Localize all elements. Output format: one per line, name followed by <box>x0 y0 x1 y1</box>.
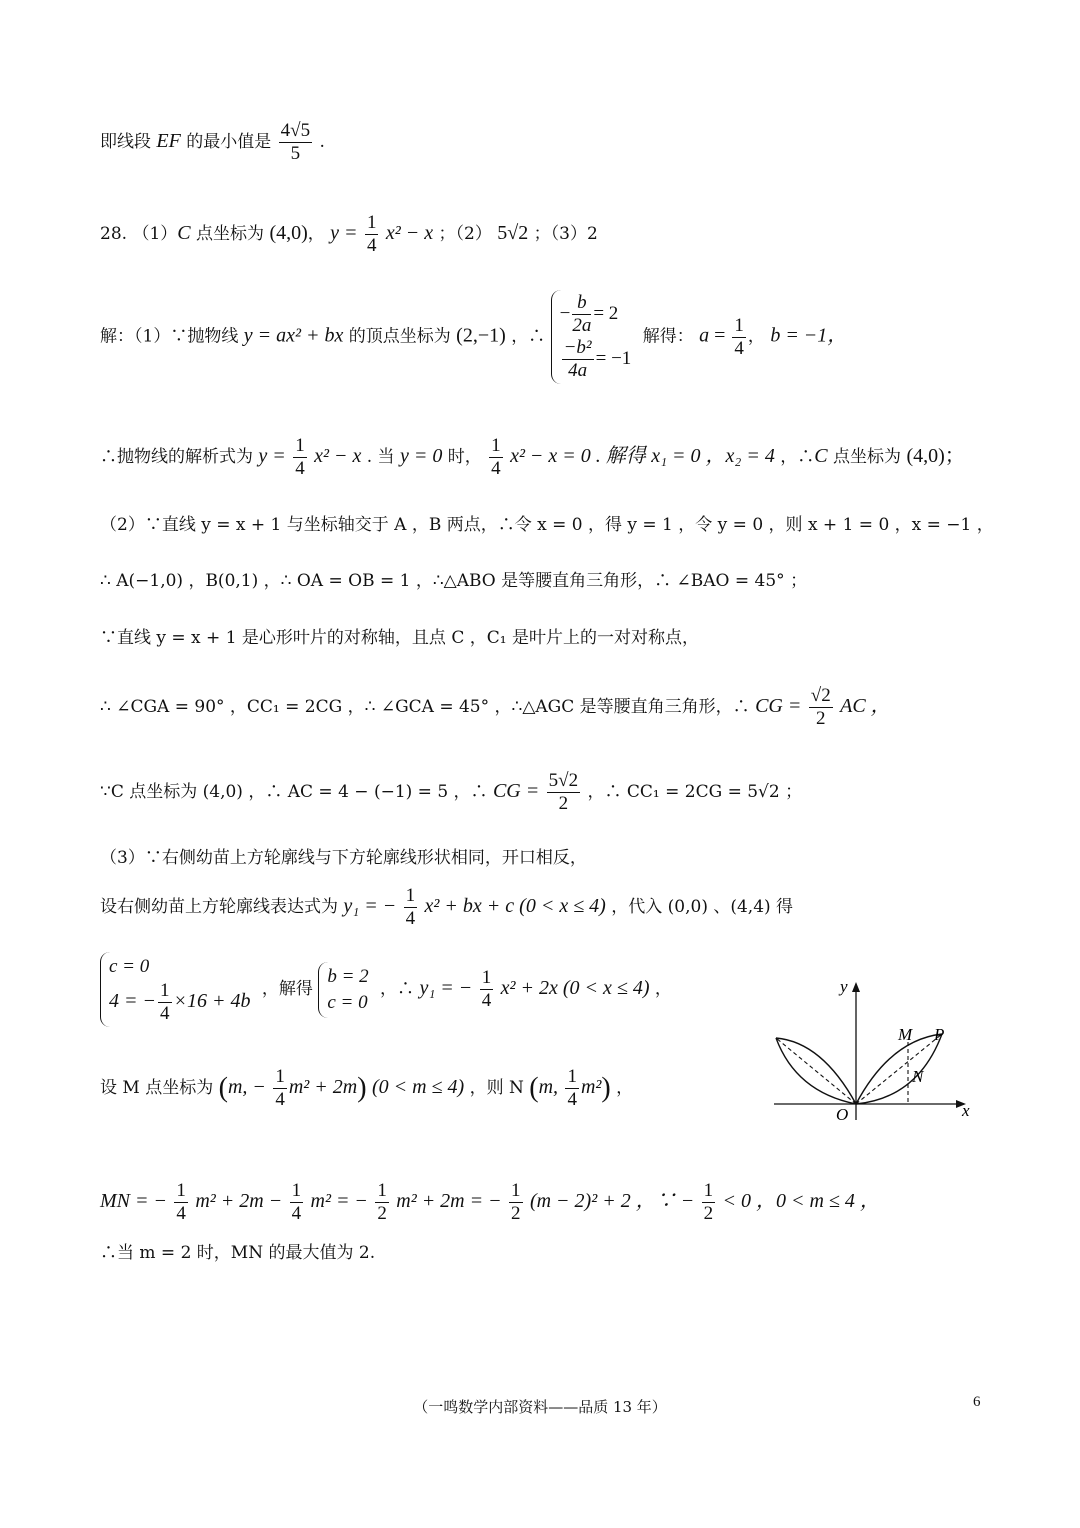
leaf-figure <box>770 972 980 1122</box>
solution-3-final: ∴当 m = 2 时，MN 的最大值为 2. <box>100 1243 376 1263</box>
ef-min-line: 即线段 EF 的最小值是 $\frac{4√5}{5}$ . <box>100 120 325 164</box>
label-o: O <box>836 1105 849 1122</box>
solution-3-line-1: （3）∵右侧幼苗上方轮廓线与下方轮廓线形状相同，开口相反， <box>100 848 587 868</box>
vertex-system: − $\frac{b}{2a}$ = 2 $\frac{\text{−b²}}{4a}$ = −1 <box>551 290 638 384</box>
solution-2-line-3: ∵直线 y = x + 1 是心形叶片的对称轴，且点 C ，C₁ 是叶片上的一对对称点， <box>100 628 699 648</box>
label-x: x <box>962 1101 970 1120</box>
quarter-fraction: $\frac{1}{4}$ <box>366 212 377 256</box>
solution-3-line-3: c = 0 4 = − $\frac{1}{4}$ ×16 + 4b ，解得 b = 2 c = 0 ，∴ y₁ = − $\frac{1}{4}$ x² + 2x (0 < x ≤ 4) ， <box>100 952 672 1027</box>
solution-3-line-2: 设右侧幼苗上方轮廓线表达式为 y₁ = − $\frac{1}{4}$ x² + bx + c (0 < x ≤ 4) ，代入 (0,0) 、(4,4) 得 <box>100 885 794 929</box>
solution-2-line-4: ∴ ∠CGA = 90° ，CC₁ = 2CG ，∴ ∠GCA = 45° ，∴△AGC 是等腰直角三角形，∴ CG = $\frac{√2}{2}$ AC ， <box>100 685 891 729</box>
solution-2-line-1: （2）∵直线 y = x + 1 与坐标轴交于 A ，B 两点，∴令 x = 0 ，得 y = 1 ，令 y = 0 ，则 x + 1 = 0 ，x = −1 ， <box>100 515 994 535</box>
substitution-system: c = 0 4 = − $\frac{1}{4}$ ×16 + 4b <box>100 952 257 1027</box>
page-number: 6 <box>973 1394 981 1410</box>
page-footer: （一鸣数学内部资料——品质 13 年） <box>413 1398 667 1416</box>
label-y: y <box>840 977 848 996</box>
label-n: N <box>912 1067 924 1086</box>
solution-3-line-4: 设 M 点坐标为 (m, − $\frac{1}{4}$ m² + 2m) (0 < m ≤ 4) ，则 N (m, $\frac{1}{4}$ m²) ， <box>100 1066 634 1110</box>
solution-2-line-5: ∵C 点坐标为 (4,0) ，∴ AC = 4 − (−1) = 5 ，∴ CG = $\frac{5√2}{2}$ ，∴ CC₁ = 2CG = 5√2 ； <box>100 770 803 814</box>
label-m: M <box>898 1025 913 1044</box>
y-axis-arrow <box>852 982 860 992</box>
ef-min-fraction: $\frac{4√5}{5}$ <box>280 120 311 164</box>
right-leaf-axis <box>856 1034 942 1104</box>
label-p: P <box>934 1025 945 1044</box>
solution-3-line-5: MN = − $\frac{1}{4}$ m² + 2m − $\frac{1}{4}$ m² = − $\frac{1}{2}$ m² + 2m = − $\frac{1}{2}$ (m − 2)² + 2 ，∵ − $\frac{1}{2}$ < 0 ，0 < m ≤ 4 ， <box>100 1180 880 1224</box>
solution-system: b = 2 c = 0 <box>318 962 374 1018</box>
solution-2-line-2: ∴ A(−1,0) ，B(0,1) ，∴ OA = OB = 1 ，∴△ABO 是等腰直角三角形，∴ ∠BAO = 45° ； <box>100 571 808 591</box>
left-leaf-axis <box>776 1038 856 1104</box>
solution-1b-line: ∴抛物线的解析式为 y = $\frac{1}{4}$ x² − x . 当 y = 0 时， $\frac{1}{4}$ x² − x = 0 . 解得 x₁ = 0 ，x₂ = 4 ，∴C 点坐标为 (4,0)； <box>100 435 965 479</box>
solution-1-line: 解：（1）∵抛物线 y = ax² + bx 的顶点坐标为 (2,−1) ，∴ − $\frac{b}{2a}$ = 2 $\frac{\text{−b²}}{4a}$ = −1 解得： a = $\frac{1}{4}$ ， b = −1， <box>100 290 847 384</box>
q28-answer-line: 28. （1）C 点坐标为 (4,0)， y = $\frac{1}{4}$ x² − x ；（2） 5√2 ；（3）2 <box>100 212 598 256</box>
